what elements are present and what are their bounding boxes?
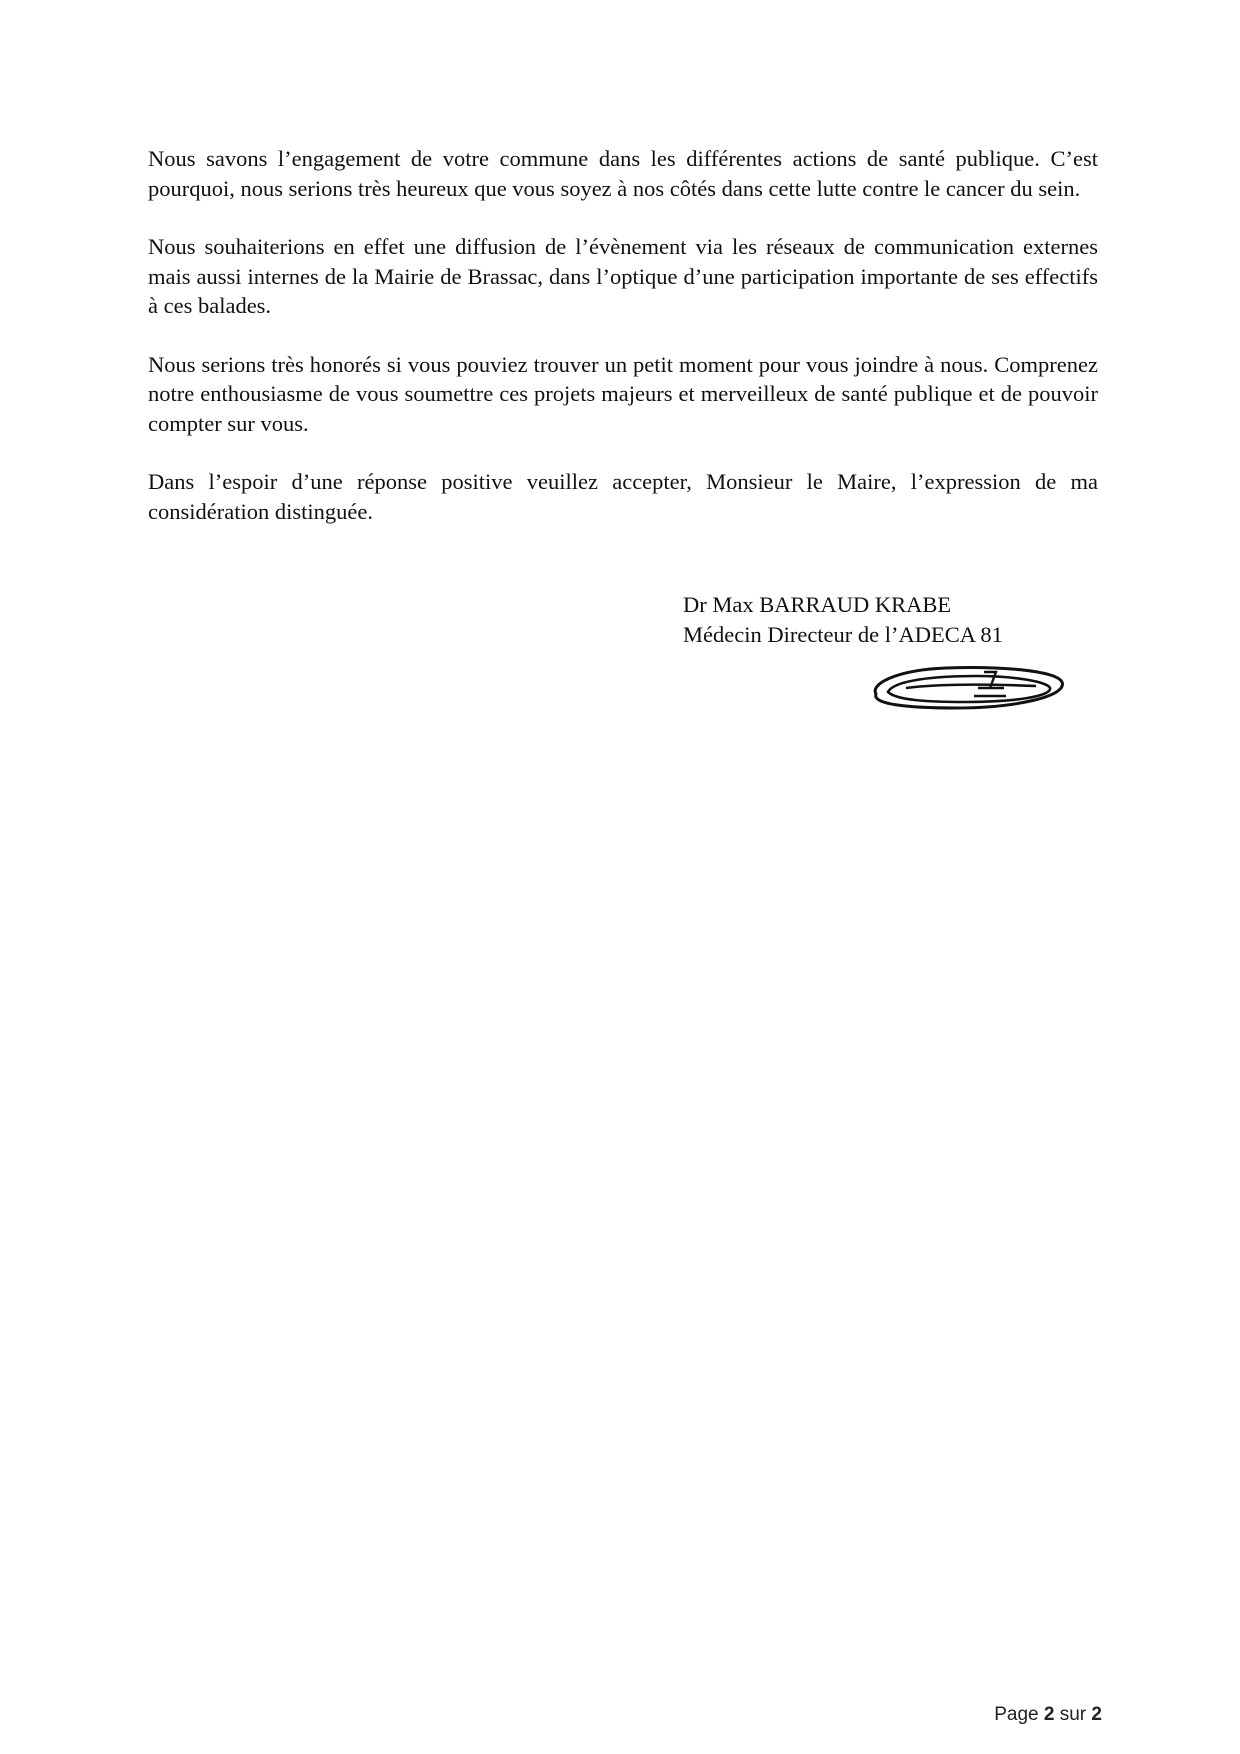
signatory-title: Médecin Directeur de l’ADECA 81 bbox=[683, 622, 1003, 647]
paragraph-diffusion: Nous souhaiterions en effet une diffusion de l’évènement via les réseaux de communication externes mais aussi internes de la Mairie de Brassac, dans l’optique d’une participation importante de ses effectifs à ces balades. bbox=[148, 234, 1098, 318]
handwritten-signature-icon bbox=[866, 658, 1070, 716]
page-total: 2 bbox=[1091, 1704, 1102, 1725]
signatory-name: Dr Max BARRAUD KRABE bbox=[683, 592, 952, 617]
page-number: 2 bbox=[1043, 1704, 1055, 1725]
letter-body bbox=[148, 144, 1098, 555]
signature-block bbox=[683, 590, 1003, 650]
paragraph-invitation: Nous serions très honorés si vous pouviez trouver un petit moment pour vous joindre à nous. Comprenez notre enthousiasme de vous soumettre ces projets majeurs et merveilleux de santé publique et de pouvoir compter sur vous. bbox=[148, 351, 1098, 436]
page-footer bbox=[994, 1704, 1102, 1726]
paragraph-closing: Dans l’espoir d’une réponse positive veuillez accepter, Monsieur le Maire, l’expression de ma considération distinguée. bbox=[148, 469, 1098, 524]
of-label: sur bbox=[1059, 1704, 1087, 1725]
paragraph-commitment: Nous savons l’engagement de votre commune dans les différentes actions de santé publique. C’est pourquoi, nous serions très heureux que vous soyez à nos côtés dans cette lutte contre le cancer du sein. bbox=[148, 146, 1098, 201]
page-label: Page bbox=[994, 1704, 1039, 1725]
